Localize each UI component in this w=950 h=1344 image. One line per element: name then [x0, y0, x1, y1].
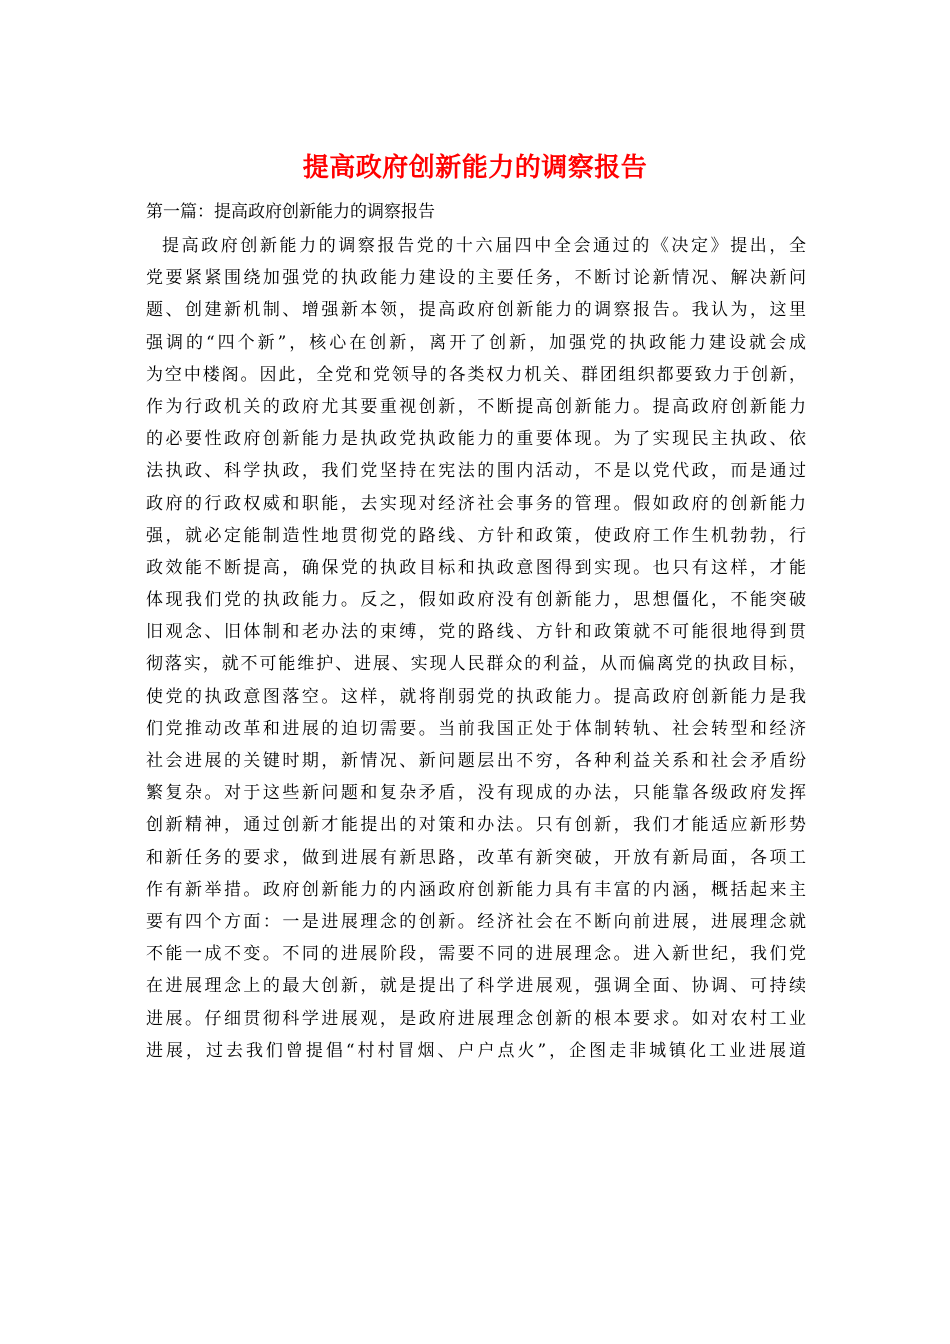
body-line: 为空中楼阁。因此，全党和党领导的各类权力机关、群团组织都要致力于创新，: [146, 364, 806, 385]
body-line: 政效能不断提高，确保党的执政目标和执政意图得到实现。也只有这样，才能: [146, 557, 806, 578]
body-line: 党要紧紧围绕加强党的执政能力建设的主要任务，不断讨论新情况、解决新问: [146, 268, 806, 289]
body-line: 和新任务的要求，做到进展有新思路，改革有新突破，开放有新局面，各项工: [146, 847, 806, 868]
body-line: 作有新举措。政府创新能力的内涵政府创新能力具有丰富的内涵，概括起来主: [146, 879, 806, 900]
body-line: 进展，过去我们曾提倡“村村冒烟、户户点火”，企图走非城镇化工业进展道: [146, 1040, 806, 1061]
document-subtitle: 第一篇：提高政府创新能力的调察报告: [146, 202, 435, 222]
body-line: 提高政府创新能力的调察报告党的十六届四中全会通过的《决定》提出，全: [162, 236, 806, 256]
body-line: 社会进展的关键时期，新情况、新问题层出不穷，各种利益关系和社会矛盾纷: [146, 751, 806, 771]
body-line: 的必要性政府创新能力是执政党执政能力的重要体现。为了实现民主执政、依: [146, 429, 806, 450]
body-line: 进展。仔细贯彻科学进展观，是政府进展理念创新的根本要求。如对农村工业: [146, 1008, 806, 1029]
body-line: 法执政、科学执政，我们党坚持在宪法的围内活动，不是以党代政，而是通过: [146, 461, 806, 482]
body-line: 政府的行政权威和职能，去实现对经济社会事务的管理。假如政府的创新能力: [146, 493, 806, 514]
body-line: 强，就必定能制造性地贯彻党的路线、方针和政策，使政府工作生机勃勃，行: [146, 525, 806, 546]
body-line: 创新精神，通过创新才能提出的对策和办法。只有创新，我们才能适应新形势: [146, 815, 806, 836]
body-line: 旧观念、旧体制和老办法的束缚，党的路线、方针和政策就不可能很地得到贯: [146, 622, 806, 643]
body-line: 作为行政机关的政府尤其要重视创新，不断提高创新能力。提高政府创新能力: [146, 396, 806, 417]
body-line: 们党推动改革和进展的迫切需要。当前我国正处于体制转轨、社会转型和经济: [146, 718, 806, 739]
body-line: 题、创建新机制、增强新本领，提高政府创新能力的调察报告。我认为，这里: [146, 300, 806, 321]
body-line: 繁复杂。对于这些新问题和复杂矛盾，没有现成的办法，只能靠各级政府发挥: [146, 783, 806, 804]
body-line: 体现我们党的执政能力。反之，假如政府没有创新能力，思想僵化，不能突破: [146, 590, 806, 611]
body-line: 彻落实，就不可能维护、进展、实现人民群众的利益，从而偏离党的执政目标，: [146, 654, 806, 675]
body-line: 使党的执政意图落空。这样，就将削弱党的执政能力。提高政府创新能力是我: [146, 686, 806, 707]
body-line: 要有四个方面：一是进展理念的创新。经济社会在不断向前进展，进展理念就: [146, 911, 806, 932]
document-title: 提高政府创新能力的调察报告: [302, 153, 648, 183]
document-body: [146, 230, 806, 1067]
body-line: 强调的“四个新”，核心在创新，离开了创新，加强党的执政能力建设就会成: [146, 332, 806, 353]
body-line: 不能一成不变。不同的进展阶段，需要不同的进展理念。进入新世纪，我们党: [146, 944, 806, 965]
body-line: 在进展理念上的最大创新，就是提出了科学进展观，强调全面、协调、可持续: [146, 976, 806, 997]
